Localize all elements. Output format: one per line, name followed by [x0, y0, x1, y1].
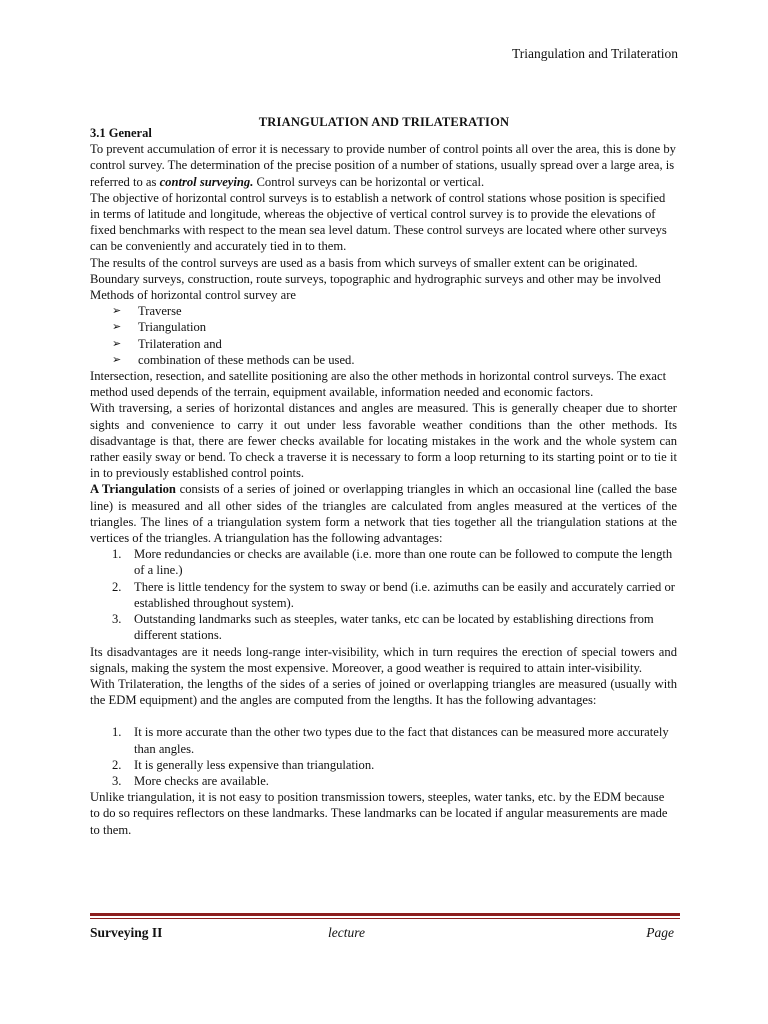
- item-text: More checks are available.: [134, 773, 269, 788]
- section-heading: 3.1 General: [90, 126, 152, 140]
- paragraph-unlike-triangulation: Unlike triangulation, it is not easy to position transmission towers, steeples, water tanks, etc. by the EDM because to do so requires reflectors on these landmarks. These landmarks can be located if angular measurements are made to them.: [90, 790, 668, 837]
- spacer: [90, 708, 677, 724]
- running-header: Triangulation and Trilateration: [512, 46, 678, 61]
- methods-list: [90, 303, 677, 368]
- item-text: There is little tendency for the system to sway or bend (i.e. azimuths can be easily and accurately carried or established throughout system).: [134, 579, 675, 610]
- item-text: Outstanding landmarks such as steeples, water tanks, etc can be located by establishing directions from different stations.: [134, 612, 654, 643]
- triangulation-lead: A Triangulation: [90, 482, 176, 497]
- paragraph-results: The results of the control surveys are used as a basis from which surveys of smaller extent can be originated. Boundary surveys, construction, route surveys, topographic and hydrographic surveys and other may be involved: [90, 255, 661, 286]
- footer-course: Surveying II: [90, 925, 163, 940]
- item-number: 2.: [112, 579, 122, 594]
- trilateration-advantages-list: [90, 724, 677, 789]
- paragraph-disadvantages: Its disadvantages are it needs long-range inter-visibility, which in turn requires the erection of special towers and signals, making the system the most expensive. Moreover, a good weather is required to attain inter-visibility.: [90, 644, 677, 675]
- list-item: ➢ combination of these methods can be used.: [112, 352, 677, 368]
- document-title: TRIANGULATION AND TRILATERATION: [258, 115, 510, 129]
- list-item: ➢ Triangulation: [112, 319, 677, 335]
- intro-text-b: Control surveys can be horizontal or vertical.: [253, 174, 485, 189]
- item-number: 1.: [112, 547, 122, 562]
- paragraph-intro: [90, 141, 677, 190]
- paragraph-horizontal-vertical: The objective of horizontal control surveys is to establish a network of control stations whose position is specified in terms of latitude and longitude, whereas the objective of vertical control survey is to provide the elevations of fixed benchmarks with respect to the mean sea level datum. These control surveys are located where other surveys can be conveniently and accurately tied in to them.: [90, 190, 667, 254]
- paragraph-triangulation: [90, 481, 677, 546]
- intro-emphasis: control surveying.: [159, 174, 254, 189]
- page-footer: [90, 925, 674, 945]
- item-text: It is generally less expensive than triangulation.: [134, 757, 375, 772]
- footer-lecture: lecture: [328, 925, 365, 940]
- list-item: [112, 757, 677, 773]
- item-number: 3.: [112, 773, 122, 788]
- item-number: 2.: [112, 757, 122, 772]
- list-item: [112, 546, 677, 578]
- list-item: [112, 611, 677, 643]
- paragraph-trilateration: With Trilateration, the lengths of the sides of a series of joined or overlapping triangles are measured (usually with the EDM equipment) and the angles are computed from the lengths. It has the following advantages:: [90, 676, 677, 708]
- triangulation-advantages-list: [90, 546, 677, 643]
- list-item: ➢ Traverse: [112, 303, 677, 319]
- footer-divider: [90, 913, 680, 919]
- list-item: [112, 724, 677, 756]
- footer-page: Page: [646, 925, 674, 940]
- paragraph-other-methods: Intersection, resection, and satellite positioning are also the other methods in horizontal control surveys. The exact method used depends of the terrain, equipment available, information needed and economic factors.: [90, 369, 667, 400]
- item-number: 1.: [112, 725, 122, 740]
- triangulation-text: consists of a series of joined or overlapping triangles in which an occasional line (called the base line) is measured and all other sides of the triangles are calculated from angles measured at the vertices of the triangles. The lines of a triangulation system form a network that ties together all the triangulation stations at the vertices of the triangles. A triangulation has the following advantages:: [90, 482, 678, 546]
- body-content: [90, 125, 677, 838]
- paragraph-methods-intro: Methods of horizontal control survey are: [90, 288, 296, 303]
- list-item: [112, 773, 677, 789]
- item-text: It is more accurate than the other two types due to the fact that distances can be measured more accurately than angles.: [134, 725, 669, 756]
- item-number: 3.: [112, 612, 122, 627]
- intro-text-a: To prevent accumulation of error it is necessary to provide number of control points all over the area, this is done by control survey. The determination of the precise position of a number of stations, usually spread over a large area, is referred to as: [90, 142, 676, 189]
- list-item: ➢ Trilateration and: [112, 336, 677, 352]
- list-item: [112, 579, 677, 611]
- item-text: More redundancies or checks are available (i.e. more than one route can be followed to compute the length of a line.): [134, 547, 673, 578]
- paragraph-traversing: With traversing, a series of horizontal distances and angles are measured. This is generally cheaper due to shorter sights and convenience to carry it out under less favorable weather conditions than the other methods. Its disadvantage is that, there are fewer checks available for locating mistakes in the work and the whole system can rather easily sway or bend. To check a traverse it is necessary to form a loop returning to its starting point or to tie it in to previously established control points.: [90, 401, 677, 481]
